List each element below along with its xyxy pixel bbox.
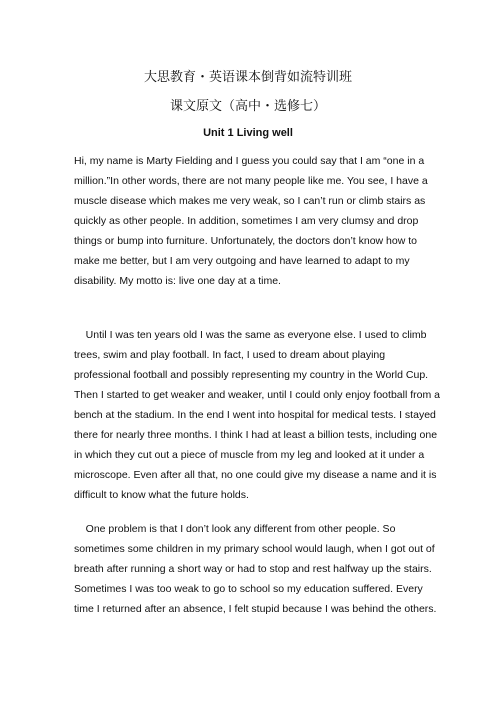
header-subtitle: 课文原文（高中・选修七） (169, 99, 326, 114)
text-line: Until I was ten years old I was the same as everyone else. I used to climb (74, 329, 427, 341)
text-line: bench at the stadium. In the end I went into hospital for medical tests. I stayed (74, 409, 436, 421)
header-title: 大思教育・英语课本倒背如流特训班 (143, 70, 352, 85)
paragraph-3 (74, 519, 437, 619)
text-line: Hi, my name is Marty Fielding and I guess you could say that I am “one in a (74, 155, 425, 167)
text-line: One problem is that I don’t look any different from other people. So (74, 523, 396, 535)
text-line: time I returned after an absence, I felt stupid because I was behind the others. (74, 603, 437, 615)
text-line: microscope. Even after all that, no one could give my disease a name and it is (74, 469, 437, 481)
text-line: things or bump into furniture. Unfortunately, the doctors don’t know how to (74, 235, 417, 247)
text-line: sometimes some children in my primary school would laugh, when I got out of (74, 543, 435, 555)
text-line: trees, swim and play football. In fact, I used to dream about playing (74, 349, 386, 361)
text-line: million.”In other words, there are not many people like me. You see, I have a (74, 175, 428, 187)
text-line: Sometimes I was too weak to go to school so my education suffered. Every (74, 583, 423, 595)
paragraph-1 (74, 151, 426, 291)
paragraph-2 (74, 325, 440, 505)
text-line: breath after running a short way or had to stop and rest halfway up the stairs. (74, 563, 432, 575)
text-line: in which they cut out a piece of muscle from my leg and looked at it under a (74, 449, 425, 461)
text-line: muscle disease which makes me very weak, so I can’t run or climb stairs as (74, 195, 426, 207)
text-line: Then I started to get weaker and weaker, until I could only enjoy football from a (74, 389, 440, 401)
text-line: professional football and possibly representing my country in the World Cup. (74, 369, 429, 381)
text-line: disability. My motto is: live one day at a time. (74, 275, 281, 287)
text-line: make me better, but I am very outgoing and have learned to adapt to my (74, 255, 410, 267)
text-line: difficult to know what the future holds. (74, 489, 249, 501)
text-line: quickly as other people. In addition, sometimes I am very clumsy and drop (74, 215, 419, 227)
unit-title: Unit 1 Living well (203, 127, 293, 139)
text-line: there for nearly three months. I think I had at least a billion tests, including one (74, 429, 438, 441)
